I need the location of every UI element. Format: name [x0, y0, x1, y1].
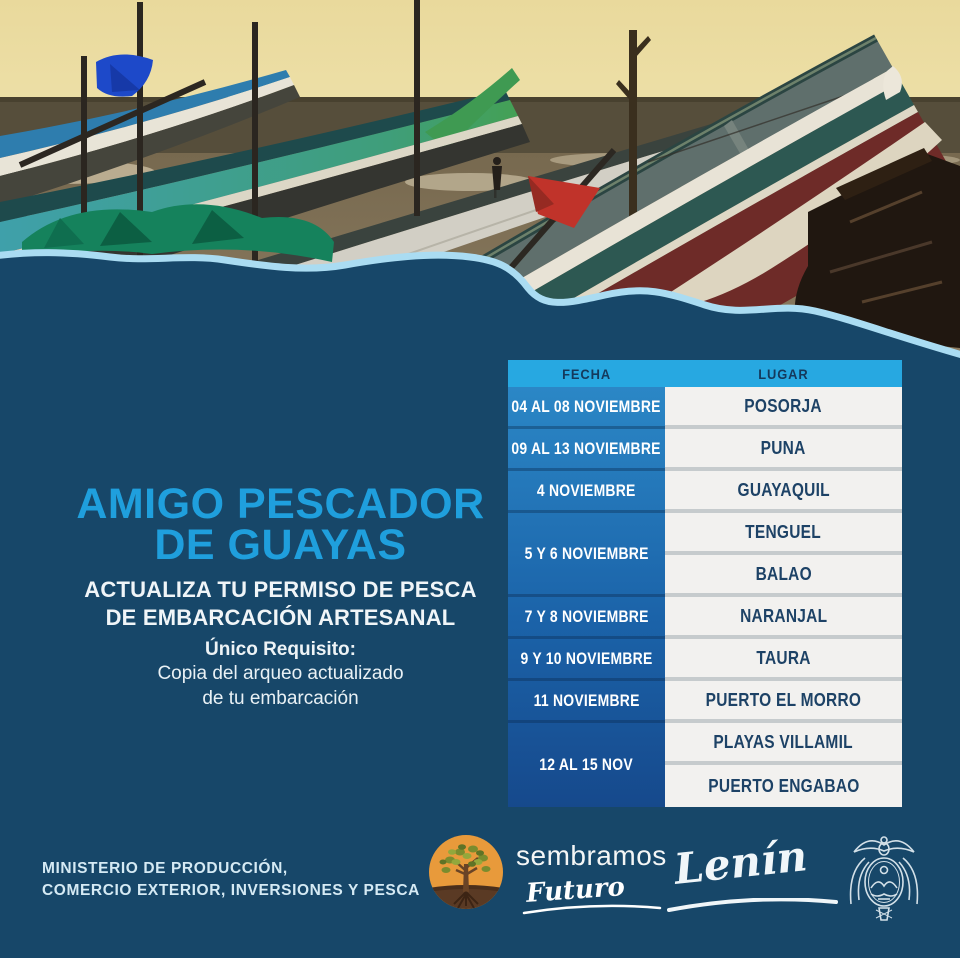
place-cell: TAURA — [665, 639, 902, 681]
place-cell: TENGUEL — [665, 513, 902, 555]
date-cell: 04 AL 08 NOVIEMBRE — [508, 387, 665, 429]
futuro-wordmark: Futuro — [525, 872, 626, 909]
sembramos-wordmark: sembramos — [516, 840, 667, 871]
signature-underline — [666, 898, 841, 914]
date-cell: 4 NOVIEMBRE — [508, 471, 665, 513]
tree-icon — [428, 834, 504, 910]
schedule-table — [508, 360, 902, 807]
sembramos-futuro-logo — [428, 834, 667, 916]
table-header-fecha: FECHA — [562, 365, 611, 382]
requirement-label: Único Requisito: — [205, 639, 356, 660]
date-cell: 5 Y 6 NOVIEMBRE — [508, 513, 665, 597]
subtitle-line1: ACTUALIZA TU PERMISO DE PESCA — [84, 577, 477, 602]
table-header-row — [508, 360, 902, 387]
table-dates-column — [508, 387, 665, 807]
place-cell: BALAO — [665, 555, 902, 597]
date-cell: 9 Y 10 NOVIEMBRE — [508, 639, 665, 681]
subtitle-line2: DE EMBARCACIÓN ARTESANAL — [105, 605, 456, 630]
place-cell: PUNA — [665, 429, 902, 471]
ministry-name: MINISTERIO DE PRODUCCIÓN, COMERCIO EXTERIOR, INVERSIONES Y PESCA — [42, 860, 420, 899]
place-cell: PLAYAS VILLAMIL — [665, 723, 902, 765]
place-cell: PUERTO EL MORRO — [665, 681, 902, 723]
date-cell: 11 NOVIEMBRE — [508, 681, 665, 723]
place-cell: POSORJA — [665, 387, 902, 429]
place-cell: GUAYAQUIL — [665, 471, 902, 513]
ecuador-coat-of-arms-icon — [840, 830, 928, 928]
page-title-line1: AMIGO PESCADOR — [76, 480, 485, 528]
hero-photo-fishing-boats — [0, 0, 960, 380]
date-cell: 09 AL 13 NOVIEMBRE — [508, 429, 665, 471]
table-header-lugar: LUGAR — [758, 365, 809, 382]
date-cell: 12 AL 15 NOV — [539, 755, 634, 774]
headline-block — [28, 480, 533, 711]
requirement-line1: Copia del arqueo actualizado — [157, 663, 404, 684]
lenin-signature: Lenín — [671, 831, 810, 894]
requirement-line2: de tu embarcación — [202, 688, 359, 709]
table-places-column — [665, 387, 902, 807]
place-cell: PUERTO ENGABAO — [665, 765, 902, 807]
page-title-line2: DE GUAYAS — [154, 521, 407, 569]
place-cell: NARANJAL — [665, 597, 902, 639]
date-cell: 7 Y 8 NOVIEMBRE — [508, 597, 665, 639]
